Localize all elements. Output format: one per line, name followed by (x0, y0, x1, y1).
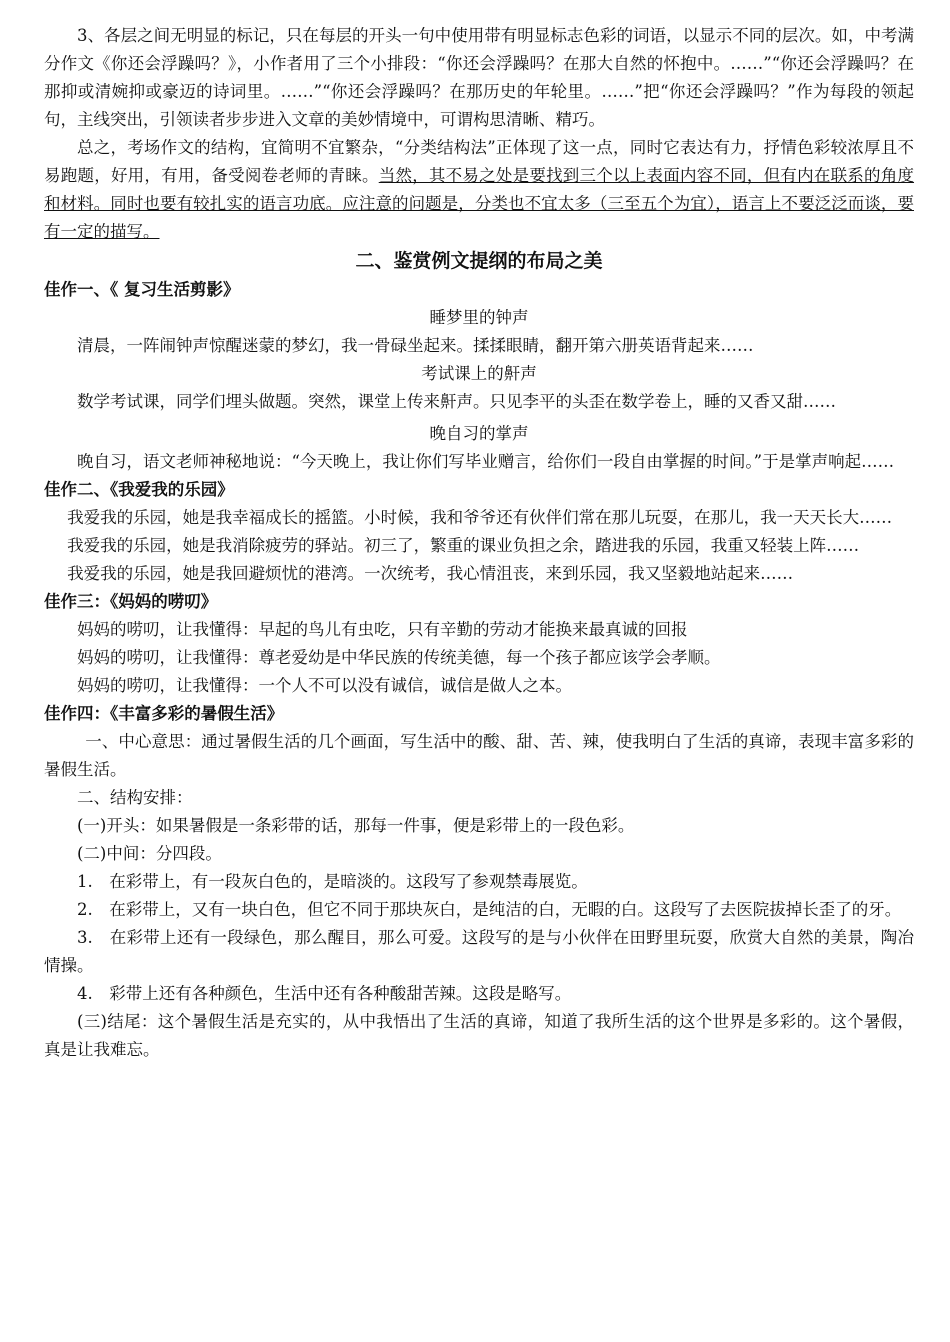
summary-underlined-text: 当然，其不易之处是要找到三个以上表面内容不同，但有内在联系的角度和材料。同时也要有较扎实的语言功底。应注意的问题是，分类也不宜太多（三至五个为宜），语言上不要泛泛而谈，要有一定的描写。 (44, 166, 915, 241)
example-4-item-3: 3. 在彩带上还有一段绿色，那么醒目，那么可爱。这段写的是与小伙伴在田野里玩耍，欣赏大自然的美景，陶冶情操。 (44, 928, 914, 975)
paragraph-layers: 3、各层之间无明显的标记，只在每层的开头一句中使用带有明显标志色彩的词语，以显示不同的层次。如，中考满分作文《你还会浮躁吗？》，小作者用了三个小排段：“你还会浮躁吗？在那大自然的怀抱中。……”“你还会浮躁吗？在那抑或清婉抑或豪迈的诗词里。……”“你还会浮躁吗？在那历史的年轮里。……”把“你还会浮躁吗？”作为每段的领起句，主线突出，引领读者步步进入文章的美妙情境中，可谓构思清晰、精巧。 (44, 26, 914, 129)
example-2-heading: 佳作二、《我爱我的乐园》 (44, 480, 234, 499)
example-1-text-2: 数学考试课，同学们埋头做题。突然，课堂上传来鼾声。只见李平的头歪在数学卷上，睡的又香又甜…… (77, 392, 836, 411)
paragraph-summary (44, 134, 914, 246)
example-2-text-1: 我爱我的乐园，她是我幸福成长的摇篮。小时候，我和爷爷还有伙伴们常在那儿玩耍，在那儿，我一天天长大…… (67, 508, 893, 527)
section-title: 二、鉴赏例文提纲的布局之美 (355, 250, 603, 272)
example-3-heading: 佳作三：《妈妈的唠叨》 (44, 592, 218, 611)
example-4-item-2: 2. 在彩带上，又有一块白色，但它不同于那块灰白，是纯洁的白，无暇的白。这段写了去医院拔掉长歪了的牙。 (77, 900, 902, 919)
example-4-ending: (三)结尾：这个暑假生活是充实的，从中我悟出了生活的真谛，知道了我所生活的这个世界是多彩的。这个暑假，真是让我难忘。 (44, 1012, 914, 1059)
example-4-heading: 佳作四：《丰富多彩的暑假生活》 (44, 704, 284, 723)
example-3-text-2: 妈妈的唠叨，让我懂得：尊老爱幼是中华民族的传统美德，每一个孩子都应该学会孝顺。 (77, 648, 721, 667)
example-1-heading: 佳作一、《 复习生活剪影》 (44, 280, 240, 299)
example-4-middle: (二)中间：分四段。 (77, 844, 222, 863)
example-4-item-1: 1. 在彩带上，有一段灰白色的，是暗淡的。这段写了参观禁毒展览。 (77, 872, 588, 891)
example-1-subtitle-3: 晚自习的掌声 (429, 424, 529, 443)
example-1-subtitle-2: 考试课上的鼾声 (421, 364, 537, 383)
summary-plain-text: 总之，考场作文的结构，宜简明不宜繁杂，“分类结构法”正体现了这一点，同时它表达有力，抒情色彩较浓厚且不易跑题，好用，有用，备受阅卷老师的青睐。 (44, 138, 914, 185)
example-1-text-1: 清晨，一阵闹钟声惊醒迷蒙的梦幻，我一骨碌坐起来。揉揉眼睛，翻开第六册英语背起来…… (77, 336, 754, 355)
example-2-text-2: 我爱我的乐园，她是我消除疲劳的驿站。初三了，繁重的课业负担之余，踏进我的乐园，我重又轻装上阵…… (67, 536, 860, 555)
example-4-opening: (一)开头：如果暑假是一条彩带的话，那每一件事，便是彩带上的一段色彩。 (77, 816, 635, 835)
example-1-subtitle-1: 睡梦里的钟声 (429, 308, 529, 327)
example-1-text-3: 晚自习，语文老师神秘地说：“今天晚上，我让你们写毕业赠言，给你们一段自由掌握的时间。”于是掌声响起…… (77, 452, 895, 471)
example-4-item-4: 4. 彩带上还有各种颜色，生活中还有各种酸甜苦辣。这段是略写。 (77, 984, 572, 1003)
example-4-structure: 二、结构安排： (77, 788, 193, 807)
example-3-text-1: 妈妈的唠叨，让我懂得：早起的鸟儿有虫吃，只有辛勤的劳动才能换来最真诚的回报 (77, 620, 688, 639)
example-3-text-3: 妈妈的唠叨，让我懂得：一个人不可以没有诚信，诚信是做人之本。 (77, 676, 572, 695)
example-2-text-3: 我爱我的乐园，她是我回避烦忧的港湾。一次统考，我心情沮丧，来到乐园，我又坚毅地站起来…… (67, 564, 794, 583)
example-4-main-idea: 一、中心意思：通过暑假生活的几个画面，写生活中的酸、甜、苦、辣，使我明白了生活的真谛，表现丰富多彩的暑假生活。 (44, 732, 914, 779)
